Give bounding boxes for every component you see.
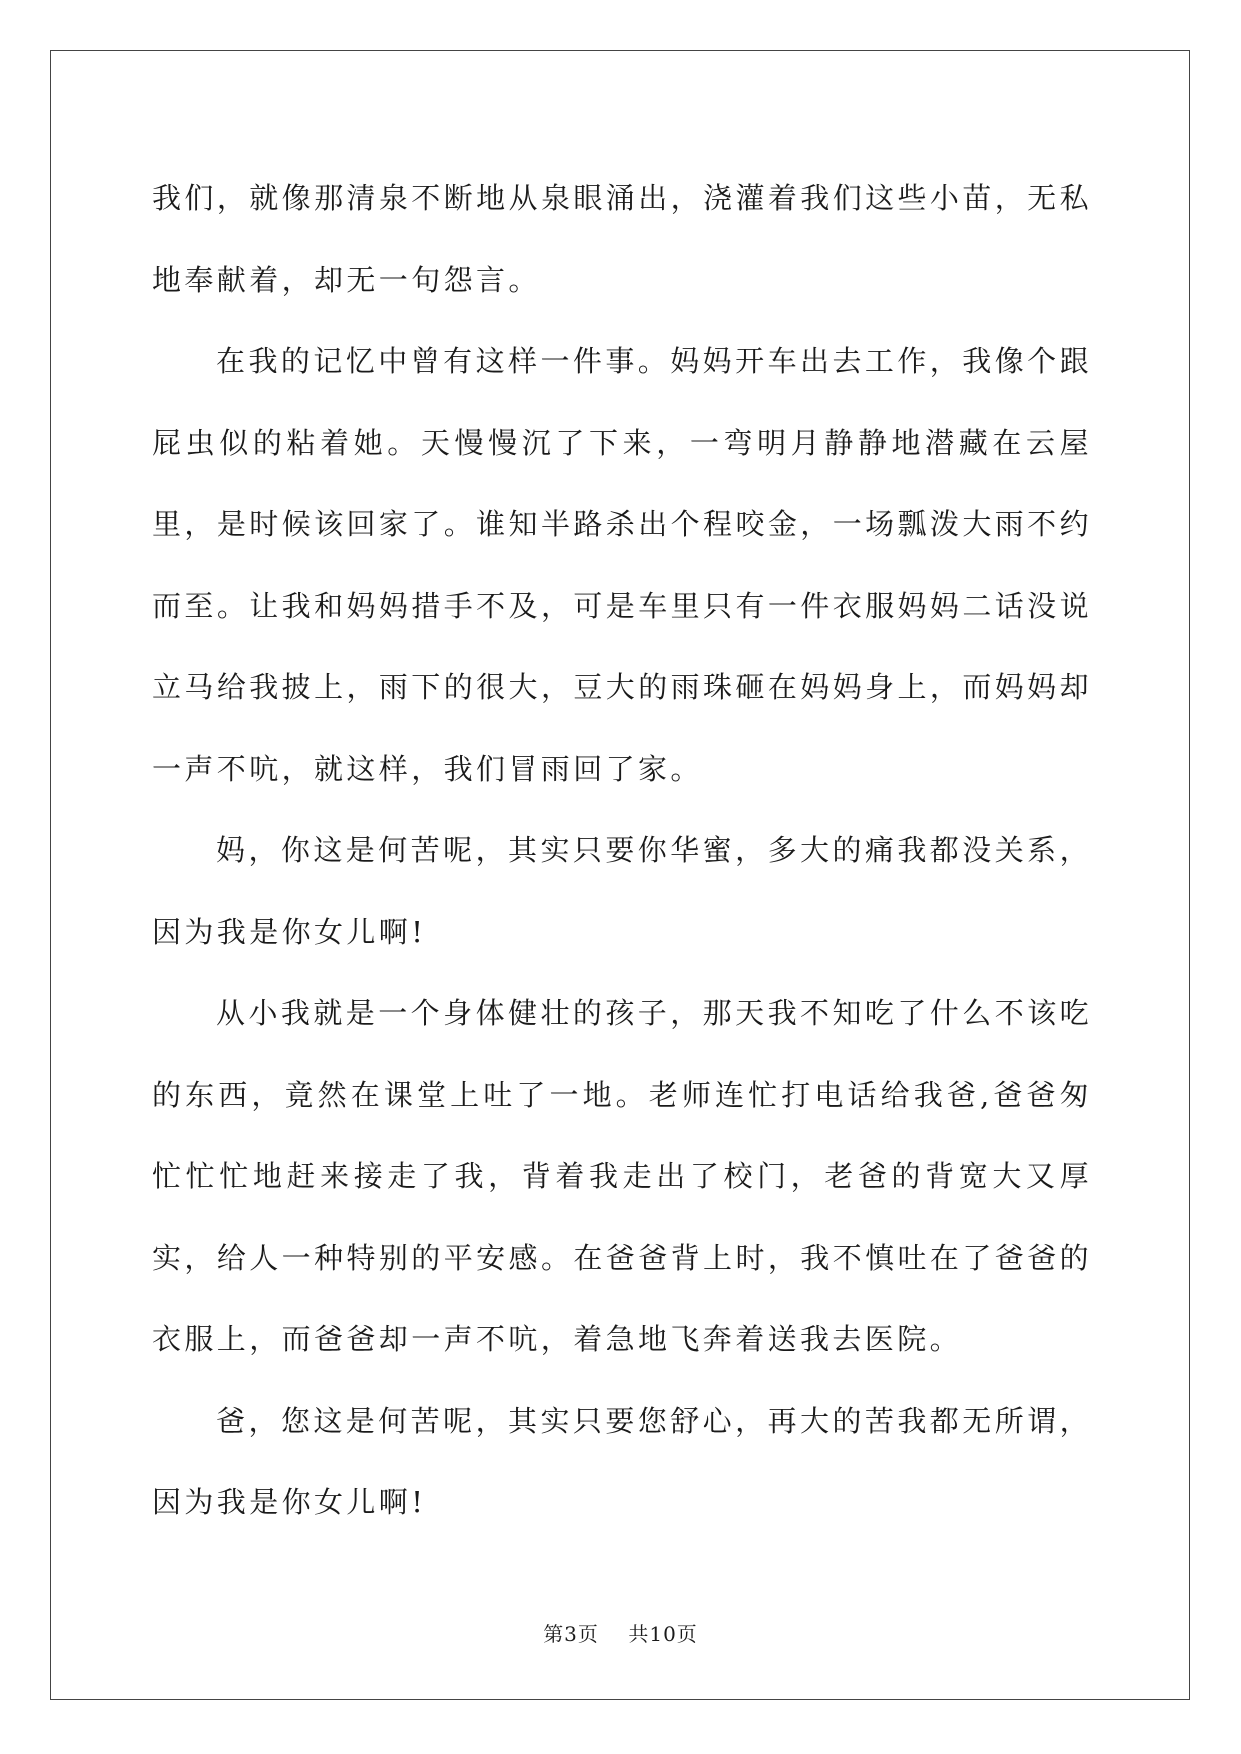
page-number: 第3页: [543, 1622, 599, 1646]
page-footer: [0, 1618, 1241, 1647]
paragraph: 我们，就像那清泉不断地从泉眼涌出，浇灌着我们这些小苗，无私地奉献着，却无一句怨言。: [152, 181, 1092, 297]
paragraph: 在我的记忆中曾有这样一件事。妈妈开车出去工作，我像个跟屁虫似的粘着她。天慢慢沉了下来，一弯明月静静地潜藏在云屋里，是时候该回家了。谁知半路杀出个程咬金，一场瓢泼大雨不约而至。让我和妈妈措手不及，可是车里只有一件衣服妈妈二话没说立马给我披上，雨下的很大，豆大的雨珠砸在妈妈身上，而妈妈却一声不吭，就这样，我们冒雨回了家。: [152, 344, 1092, 786]
paragraph: 妈，你这是何苦呢，其实只要你华蜜，多大的痛我都没关系，因为我是你女儿啊!: [152, 833, 1092, 949]
document-body: [152, 158, 1092, 1544]
page-total: 共10页: [628, 1622, 698, 1646]
paragraph: 从小我就是一个身体健壮的孩子，那天我不知吃了什么不该吃的东西，竟然在课堂上吐了一地。老师连忙打电话给我爸,爸爸匆忙忙忙地赶来接走了我，背着我走出了校门，老爸的背宽大又厚实，给人一种特别的平安感。在爸爸背上时，我不慎吐在了爸爸的衣服上，而爸爸却一声不吭，着急地飞奔着送我去医院。: [152, 996, 1092, 1356]
paragraph: 爸，您这是何苦呢，其实只要您舒心，再大的苦我都无所谓，因为我是你女儿啊!: [152, 1403, 1092, 1519]
